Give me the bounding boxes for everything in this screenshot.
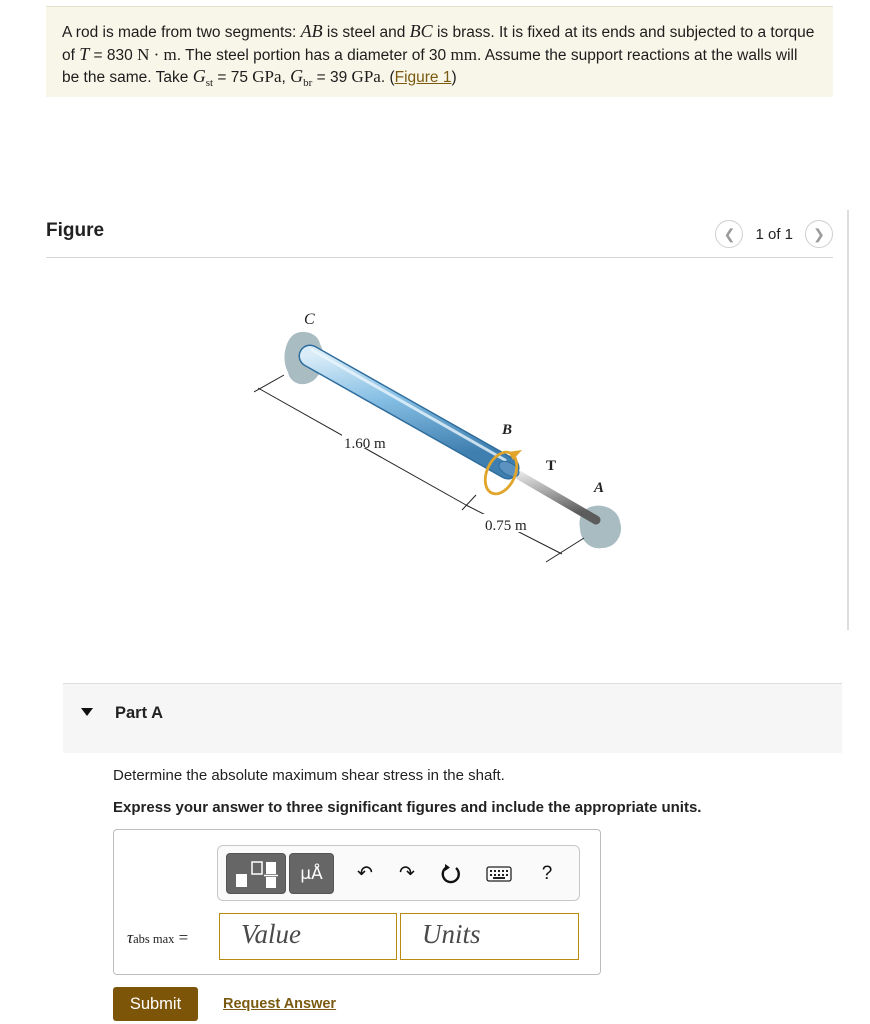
- units-input[interactable]: Units: [400, 913, 579, 960]
- shaft-bc-body: [310, 356, 508, 468]
- caret-down-icon: [81, 708, 93, 716]
- question-text: Determine the absolute maximum shear stress in the shaft.: [113, 767, 505, 784]
- problem-text: . Assume the support reactions at the walls will be the same. Take: [62, 46, 798, 86]
- value-input[interactable]: Value: [219, 913, 397, 960]
- units-button[interactable]: μÅ: [289, 853, 334, 894]
- reset-icon-svg: [440, 863, 462, 885]
- chevron-left-icon: ❮: [723, 225, 736, 242]
- problem-text: ,: [281, 69, 291, 86]
- help-icon[interactable]: ?: [541, 862, 553, 884]
- panel-divider: [847, 210, 849, 630]
- figure-pager: [715, 220, 833, 248]
- problem-text: A rod is made from two segments:: [62, 24, 301, 41]
- equals-sign: =: [174, 928, 189, 947]
- problem-text: = 75: [213, 69, 253, 86]
- problem-text: = 39: [312, 69, 352, 86]
- answer-box: [113, 829, 601, 975]
- shear-modulus-brass-sub: br: [303, 77, 313, 90]
- shear-modulus-steel: G: [192, 66, 206, 86]
- problem-statement: [46, 6, 833, 97]
- label-t: T: [546, 458, 557, 474]
- shaft-bc-highlight: [312, 350, 505, 460]
- unit-gpa: GPa: [252, 67, 282, 86]
- part-a-title: Part A: [115, 704, 163, 722]
- unit-gpa: GPa: [351, 67, 381, 86]
- prev-figure-button[interactable]: [715, 220, 743, 248]
- shear-modulus-brass: G: [290, 66, 304, 86]
- segment-bc: BC: [409, 21, 433, 41]
- redo-icon[interactable]: ↷: [399, 863, 415, 884]
- templates-button[interactable]: [226, 853, 286, 894]
- torque-variable: T: [79, 43, 90, 64]
- segment-ab: AB: [300, 21, 323, 41]
- submit-button[interactable]: Submit: [113, 987, 198, 1021]
- undo-icon[interactable]: ↶: [357, 863, 373, 884]
- shaft-figure: [240, 300, 640, 570]
- label-a: A: [594, 480, 605, 496]
- label-b: B: [502, 422, 513, 438]
- keyboard-icon-svg: [486, 866, 512, 882]
- figure-title: Figure: [46, 220, 105, 241]
- problem-text: . The steel portion has a diameter of 30: [176, 46, 451, 64]
- instruction-text: Express your answer to three significant figures and include the appropriate units.: [113, 799, 702, 816]
- problem-text: ): [451, 69, 457, 86]
- unit-newton-meter: N · m: [137, 44, 177, 64]
- label-length-ab: 0.75 m: [485, 518, 527, 534]
- request-answer-link[interactable]: Request Answer: [223, 996, 337, 1012]
- problem-text: . (: [380, 69, 395, 86]
- tau-symbol: τ: [127, 928, 134, 947]
- dim-tick: [462, 495, 476, 510]
- keyboard-icon[interactable]: [484, 853, 514, 894]
- figure-header: [46, 212, 833, 258]
- problem-text: = 830: [89, 46, 138, 64]
- dim-tick: [254, 375, 284, 392]
- dim-tick: [546, 538, 584, 562]
- reset-icon[interactable]: [436, 853, 466, 894]
- templates-icon: [227, 854, 287, 895]
- figure-link[interactable]: Figure 1: [394, 69, 452, 86]
- unit-mm: mm: [450, 44, 477, 64]
- answer-label: [127, 928, 188, 948]
- pager-count: 1 of 1: [755, 225, 793, 243]
- chevron-right-icon: ❯: [813, 225, 825, 242]
- problem-text: is brass. It is fixed at its ends and subjected to a torque of: [62, 24, 815, 64]
- next-figure-button[interactable]: [805, 220, 833, 248]
- part-a-header[interactable]: [63, 683, 842, 753]
- label-c: C: [304, 311, 315, 328]
- label-length-bc: 1.60 m: [344, 436, 386, 452]
- shaft-ab: [510, 470, 596, 520]
- shear-modulus-steel-sub: st: [205, 77, 214, 90]
- problem-text: is steel and: [322, 24, 410, 41]
- math-toolbar: [217, 845, 580, 901]
- answer-subscript: abs max: [133, 932, 175, 946]
